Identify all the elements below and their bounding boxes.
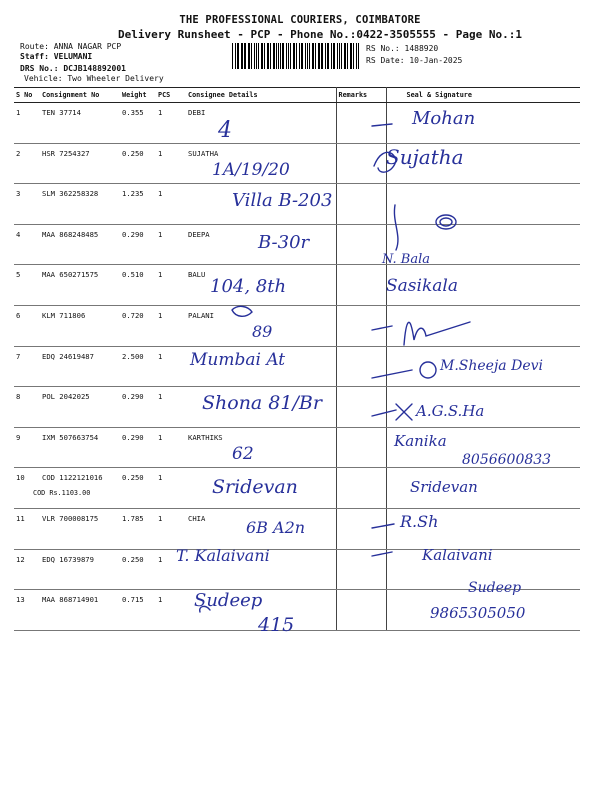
cell-sno: 9 bbox=[14, 427, 40, 468]
cell-pcs: 1 bbox=[156, 224, 186, 265]
signature-dash bbox=[372, 552, 392, 556]
cell-weight: 0.720 bbox=[120, 305, 156, 346]
signature-stroke bbox=[394, 205, 398, 250]
col-header-consignee: Consignee Details bbox=[186, 88, 336, 103]
handwritten-signature: Mohan bbox=[412, 108, 476, 129]
cell-weight: 2.500 bbox=[120, 346, 156, 387]
cell-consignment-no: COD 1122121016 bbox=[40, 468, 120, 509]
cell-pcs: 1 bbox=[156, 103, 186, 144]
handwritten-text: 4 bbox=[218, 118, 232, 143]
col-header-weight: Weight bbox=[120, 88, 156, 103]
cell-pcs: 1 bbox=[156, 184, 186, 225]
cell-pcs: 1 bbox=[156, 305, 186, 346]
signature-dash bbox=[372, 524, 394, 528]
cell-consignment-no: HSR 7254327 bbox=[40, 143, 120, 184]
cell-weight: 1.785 bbox=[120, 508, 156, 549]
handwritten-signature: Sasikala bbox=[386, 276, 458, 296]
cell-consignee: KARTHIKS bbox=[186, 427, 336, 468]
signature-dash bbox=[372, 326, 392, 330]
cod-amount: COD Rs.1103.00 bbox=[33, 489, 91, 497]
rs-number: RS No.: 1488920 bbox=[366, 44, 439, 53]
cell-pcs: 1 bbox=[156, 387, 186, 428]
cell-sno: 13 bbox=[14, 590, 40, 631]
staff-label: Staff: VELUMANI bbox=[20, 52, 93, 61]
handwritten-text: Sudeep bbox=[194, 590, 263, 611]
cell-consignee: SUJATHA bbox=[186, 143, 336, 184]
cell-sno: 4 bbox=[14, 224, 40, 265]
cell-consignment-no: POL 2042025 bbox=[40, 387, 120, 428]
handwritten-text: Sridevan bbox=[212, 476, 298, 498]
col-header-pcs: PCS bbox=[156, 88, 186, 103]
col-header-remarks: Remarks bbox=[336, 88, 386, 103]
col-header-signature: Seal & Signature bbox=[386, 88, 580, 103]
cell-consignment-no: EDQ 24619487 bbox=[40, 346, 120, 387]
cell-weight: 1.235 bbox=[120, 184, 156, 225]
cell-sno: 3 bbox=[14, 184, 40, 225]
cell-weight: 0.355 bbox=[120, 103, 156, 144]
handwritten-signature: Kalaivani bbox=[422, 546, 493, 564]
cell-consignee: DEEPA bbox=[186, 224, 336, 265]
cell-consignee: DEBI bbox=[186, 103, 336, 144]
handwritten-text: Mumbai At bbox=[190, 350, 286, 370]
handwritten-phone: 9865305050 bbox=[430, 604, 526, 622]
cell-weight: 0.290 bbox=[120, 224, 156, 265]
signature-circle bbox=[436, 215, 456, 229]
handwritten-signature: Sudeep bbox=[468, 580, 522, 596]
cell-weight: 0.290 bbox=[120, 387, 156, 428]
handwritten-text: 6B A2n bbox=[246, 518, 306, 537]
cell-pcs: 1 bbox=[156, 265, 186, 306]
runsheet-subtitle: Delivery Runsheet - PCP - Phone No.:0422-3505555 - Page No.:1 bbox=[118, 28, 522, 41]
handwritten-text: Villa B-203 bbox=[232, 190, 333, 211]
company-title: THE PROFESSIONAL COURIERS, COIMBATORE bbox=[179, 14, 421, 26]
cell-sno: 11 bbox=[14, 508, 40, 549]
cell-sno: 5 bbox=[14, 265, 40, 306]
signature-dash bbox=[372, 410, 396, 416]
col-header-sno: S No bbox=[14, 88, 40, 103]
cell-pcs: 1 bbox=[156, 143, 186, 184]
cell-consignment-no: MAA 650271575 bbox=[40, 265, 120, 306]
route-label: Route: ANNA NAGAR PCP bbox=[20, 42, 122, 51]
cell-weight: 0.715 bbox=[120, 590, 156, 631]
cell-consignment-no: IXM 507663754 bbox=[40, 427, 120, 468]
handwritten-signature: M.Sheeja Devi bbox=[440, 358, 543, 374]
handwritten-text: 1A/19/20 bbox=[212, 160, 290, 180]
vehicle-label: Vehicle: Two Wheeler Delivery bbox=[24, 74, 164, 83]
handwritten-signature: Kanika bbox=[394, 432, 447, 450]
handwritten-text: 62 bbox=[232, 444, 254, 464]
signature-dash bbox=[372, 124, 392, 126]
cell-consignment-no: MAA 868714901 bbox=[40, 590, 120, 631]
handwritten-remark: N. Bala bbox=[382, 252, 431, 267]
cell-consignee: BALU bbox=[186, 265, 336, 306]
cell-weight: 0.250 bbox=[120, 143, 156, 184]
cell-consignment-no: EDQ 16739879 bbox=[40, 549, 120, 590]
cell-pcs: 1 bbox=[156, 427, 186, 468]
handwritten-text: 415 bbox=[258, 614, 295, 636]
handwritten-signature: Sridevan bbox=[410, 478, 478, 496]
rs-date: RS Date: 10-Jan-2025 bbox=[366, 56, 463, 65]
cell-sno: 8 bbox=[14, 387, 40, 428]
col-header-consignment: Consignment No bbox=[40, 88, 120, 103]
cell-pcs: 1 bbox=[156, 468, 186, 509]
cell-consignment-no: SLM 362258328 bbox=[40, 184, 120, 225]
cell-sno: 7 bbox=[14, 346, 40, 387]
cell-sno: 2 bbox=[14, 143, 40, 184]
cell-consignee: CHIA bbox=[186, 508, 336, 549]
handwritten-signature: Sujatha bbox=[386, 145, 464, 169]
handwritten-text: T. Kalaivani bbox=[176, 546, 270, 565]
cell-weight: 0.250 bbox=[120, 468, 156, 509]
scribble-mark bbox=[232, 306, 252, 316]
cell-consignment-no: KLM 711806 bbox=[40, 305, 120, 346]
handwritten-signature: A.G.S.Ha bbox=[416, 402, 485, 420]
handwritten-signature: R.Sh bbox=[400, 512, 439, 531]
cell-sno: 1 bbox=[14, 103, 40, 144]
signature-stroke bbox=[404, 322, 470, 345]
cell-sno: 6 bbox=[14, 305, 40, 346]
cell-weight: 0.510 bbox=[120, 265, 156, 306]
signature-circle bbox=[420, 362, 436, 378]
cell-consignment-no: MAA 868248485 bbox=[40, 224, 120, 265]
handwritten-text: 89 bbox=[252, 322, 273, 341]
signature-arrow bbox=[372, 370, 412, 378]
cell-consignment-no: VLR 700008175 bbox=[40, 508, 120, 549]
cell-pcs: 1 bbox=[156, 508, 186, 549]
scribble-mark bbox=[200, 606, 210, 612]
cell-pcs: 1 bbox=[156, 590, 186, 631]
cell-sno: 10 bbox=[14, 468, 40, 509]
handwritten-phone: 8056600833 bbox=[462, 452, 552, 468]
handwritten-text: 104, 8th bbox=[210, 276, 287, 297]
cell-consignment-no: TEN 37714 bbox=[40, 103, 120, 144]
cell-weight: 0.290 bbox=[120, 427, 156, 468]
signature-loop bbox=[374, 152, 396, 172]
drs-number: DRS No.: DCJB148892001 bbox=[20, 64, 126, 73]
handwritten-text: Shona 81/Br bbox=[202, 392, 322, 414]
signature-cross bbox=[396, 404, 412, 420]
cell-sno: 12 bbox=[14, 549, 40, 590]
signature-circle bbox=[440, 218, 452, 226]
cell-weight: 0.250 bbox=[120, 549, 156, 590]
handwritten-text: B-30r bbox=[258, 232, 310, 253]
cell-pcs: 1 bbox=[156, 346, 186, 387]
cell-pcs: 1 bbox=[156, 549, 186, 590]
cell-consignee: PALANI bbox=[186, 305, 336, 346]
